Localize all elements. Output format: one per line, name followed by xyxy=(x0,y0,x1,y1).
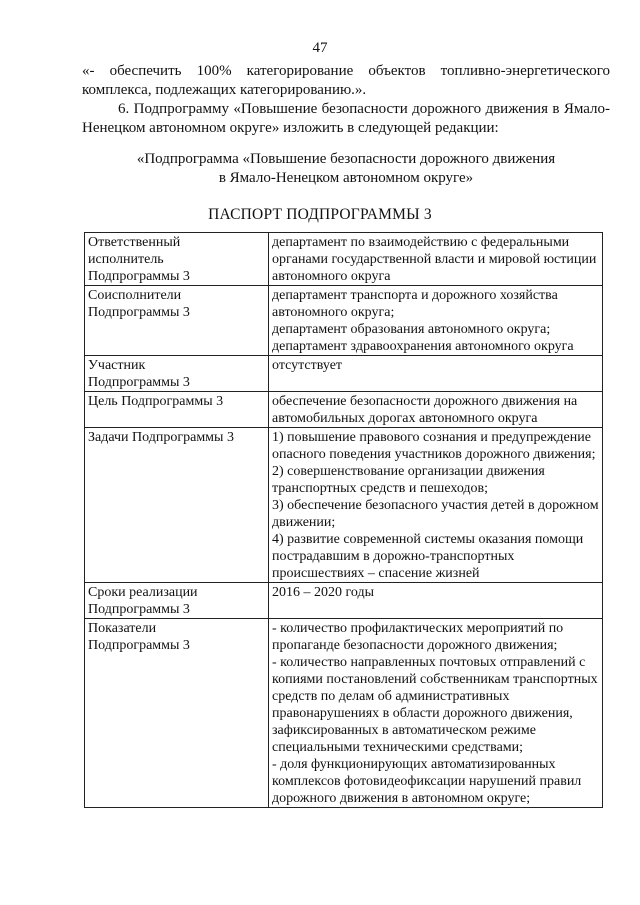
passport-row-value xyxy=(269,583,603,619)
passport-row-value xyxy=(269,428,603,583)
intro-text xyxy=(82,62,610,138)
passport-value-paragraph: - количество профилактических мероприятий по пропаганде безопасности дорожного движения; xyxy=(272,621,564,653)
passport-value-paragraph: обеспечение безопасности дорожного движения на автомобильных дорогах автономного округа xyxy=(272,394,578,426)
passport-row-label xyxy=(85,392,269,428)
passport-value-paragraph: департамент по взаимодействию с федеральными органами государственной власти и мировой юстиции автономного округа xyxy=(272,235,597,284)
passport-label-line: исполнитель xyxy=(88,252,164,267)
passport-row xyxy=(85,619,603,808)
passport-label-line: Задачи Подпрограммы 3 xyxy=(88,430,234,445)
passport-value-paragraph: 2) совершенствование организации движения транспортных средств и пешеходов; xyxy=(272,464,545,496)
subprogram-heading-line-1: «Подпрограмма «Повышение безопасности дорожного движения xyxy=(136,151,556,167)
passport-label-line: Подпрограммы 3 xyxy=(88,602,190,617)
passport-value-paragraph: 4) развитие современной системы оказания помощи пострадавшим в дорожно-транспортных происшествиях – спасение жизней xyxy=(272,532,584,581)
passport-label-line: Подпрограммы 3 xyxy=(88,375,190,390)
passport-label-line: Ответственный xyxy=(88,235,181,250)
passport-value-paragraph: отсутствует xyxy=(272,358,343,373)
passport-value-paragraph: департамент транспорта и дорожного хозяйства автономного округа; xyxy=(272,288,558,320)
passport-value-paragraph: 2016 – 2020 годы xyxy=(272,585,375,600)
passport-row-value xyxy=(269,392,603,428)
passport-row-value xyxy=(269,286,603,356)
passport-row-label xyxy=(85,583,269,619)
passport-label-line: Подпрограммы 3 xyxy=(88,305,190,320)
passport-label-line: Сроки реализации xyxy=(88,585,198,600)
passport-label-line: Участник xyxy=(88,358,146,373)
passport-row xyxy=(85,583,603,619)
passport-value-paragraph: 3) обеспечение безопасного участия детей в дорожном движении; xyxy=(272,498,599,530)
passport-row-label xyxy=(85,428,269,583)
passport-row xyxy=(85,428,603,583)
page-number: 47 xyxy=(312,40,328,56)
passport-value-paragraph: - доля функционирующих автоматизированных комплексов фотовидеофиксации нарушений правил дорожного движения в автономном округе; xyxy=(272,757,582,806)
passport-value-paragraph: департамент здравоохранения автономного округа xyxy=(272,339,574,354)
passport-table xyxy=(84,232,603,808)
passport-row xyxy=(85,356,603,392)
passport-value-paragraph: 1) повышение правового сознания и предупреждение опасного поведения участников дорожного движения; xyxy=(272,430,596,462)
passport-row-label xyxy=(85,619,269,808)
passport-label-line: Подпрограммы 3 xyxy=(88,269,190,284)
passport-label-line: Подпрограммы 3 xyxy=(88,638,190,653)
passport-row xyxy=(85,233,603,286)
passport-value-paragraph: - количество направленных почтовых отправлений с копиями постановлений собственникам транспортных средств по делам об административных правонарушениях в области дорожного движения, зафиксированных в автоматическом режиме специальными техническими средствами; xyxy=(272,655,598,755)
passport-row-value xyxy=(269,233,603,286)
passport-table-body xyxy=(85,233,603,808)
passport-title: ПАСПОРТ ПОДПРОГРАММЫ 3 xyxy=(208,206,432,223)
passport-row-value xyxy=(269,356,603,392)
passport-row-label xyxy=(85,286,269,356)
passport-value-paragraph: департамент образования автономного округа; xyxy=(272,322,551,337)
passport-row-label xyxy=(85,233,269,286)
passport-label-line: Соисполнители xyxy=(88,288,182,303)
subprogram-heading xyxy=(82,150,610,188)
intro-paragraph-2: 6. Подпрограмму «Повышение безопасности дорожного движения в Ямало-Ненецком автономном округе» изложить в следующей редакции: xyxy=(82,101,610,136)
passport-label-line: Показатели xyxy=(88,621,157,636)
passport-row-label xyxy=(85,356,269,392)
passport-row xyxy=(85,286,603,356)
passport-row xyxy=(85,392,603,428)
passport-row-value xyxy=(269,619,603,808)
subprogram-heading-line-2: в Ямало-Ненецком автономном округе» xyxy=(218,170,474,186)
intro-paragraph-1: «- обеспечить 100% категорирование объектов топливно-энергетического комплекса, подлежащих категорированию.». xyxy=(82,63,610,98)
passport-label-line: Цель Подпрограммы 3 xyxy=(88,394,224,409)
